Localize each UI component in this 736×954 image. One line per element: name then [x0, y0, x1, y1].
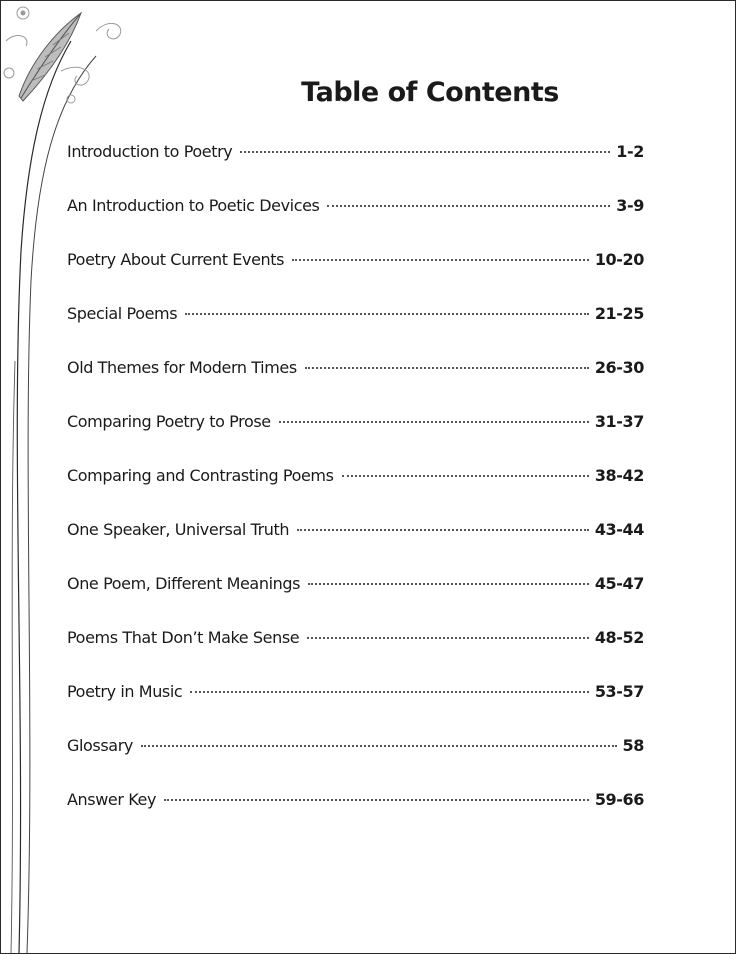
dot-leader — [190, 691, 588, 693]
toc-entry-label: One Speaker, Universal Truth — [67, 520, 290, 539]
toc-entry-pages: 10-20 — [594, 250, 644, 269]
toc-entry-label: Old Themes for Modern Times — [67, 358, 297, 377]
dot-leader — [308, 583, 589, 585]
toc-entry — [67, 574, 644, 628]
dot-leader — [297, 529, 589, 531]
toc-entry-pages: 43-44 — [594, 520, 644, 539]
toc-entry-pages: 59-66 — [594, 790, 644, 809]
dot-leader — [141, 745, 617, 747]
toc-list — [67, 142, 644, 844]
toc-entry-label: Comparing Poetry to Prose — [67, 412, 271, 431]
toc-entry — [67, 304, 644, 358]
toc-entry — [67, 682, 644, 736]
toc-entry-pages: 58 — [622, 736, 644, 755]
toc-entry-label: Poems That Don’t Make Sense — [67, 628, 300, 647]
toc-entry — [67, 250, 644, 304]
toc-entry — [67, 196, 644, 250]
dot-leader — [292, 259, 589, 261]
dot-leader — [305, 367, 589, 369]
toc-entry-label: An Introduction to Poetic Devices — [67, 196, 320, 215]
dot-leader — [307, 637, 589, 639]
toc-entry-pages: 1-2 — [616, 142, 644, 161]
dot-leader — [185, 313, 589, 315]
toc-entry-pages: 31-37 — [594, 412, 644, 431]
toc-entry-pages: 45-47 — [594, 574, 644, 593]
page-title: Table of Contents — [301, 77, 559, 109]
dot-leader — [327, 205, 610, 207]
dot-leader — [240, 151, 610, 153]
toc-entry — [67, 358, 644, 412]
toc-entry-label: Poetry in Music — [67, 682, 183, 701]
toc-entry-pages: 53-57 — [594, 682, 644, 701]
toc-entry-label: Poetry About Current Events — [67, 250, 285, 269]
toc-entry — [67, 142, 644, 196]
toc-entry-label: Comparing and Contrasting Poems — [67, 466, 334, 485]
toc-entry — [67, 736, 644, 790]
toc-entry-pages: 3-9 — [616, 196, 644, 215]
toc-entry-pages: 21-25 — [594, 304, 644, 323]
toc-entry-label: Introduction to Poetry — [67, 142, 233, 161]
toc-entry-label: Special Poems — [67, 304, 178, 323]
toc-entry-pages: 48-52 — [594, 628, 644, 647]
dot-leader — [164, 799, 589, 801]
toc-entry — [67, 628, 644, 682]
toc-entry-pages: 38-42 — [594, 466, 644, 485]
toc-entry — [67, 790, 644, 844]
toc-entry — [67, 412, 644, 466]
toc-entry — [67, 466, 644, 520]
toc-entry — [67, 520, 644, 574]
toc-entry-label: Answer Key — [67, 790, 157, 809]
toc-entry-pages: 26-30 — [594, 358, 644, 377]
toc-entry-label: Glossary — [67, 736, 133, 755]
dot-leader — [279, 421, 589, 423]
toc-entry-label: One Poem, Different Meanings — [67, 574, 301, 593]
dot-leader — [342, 475, 589, 477]
